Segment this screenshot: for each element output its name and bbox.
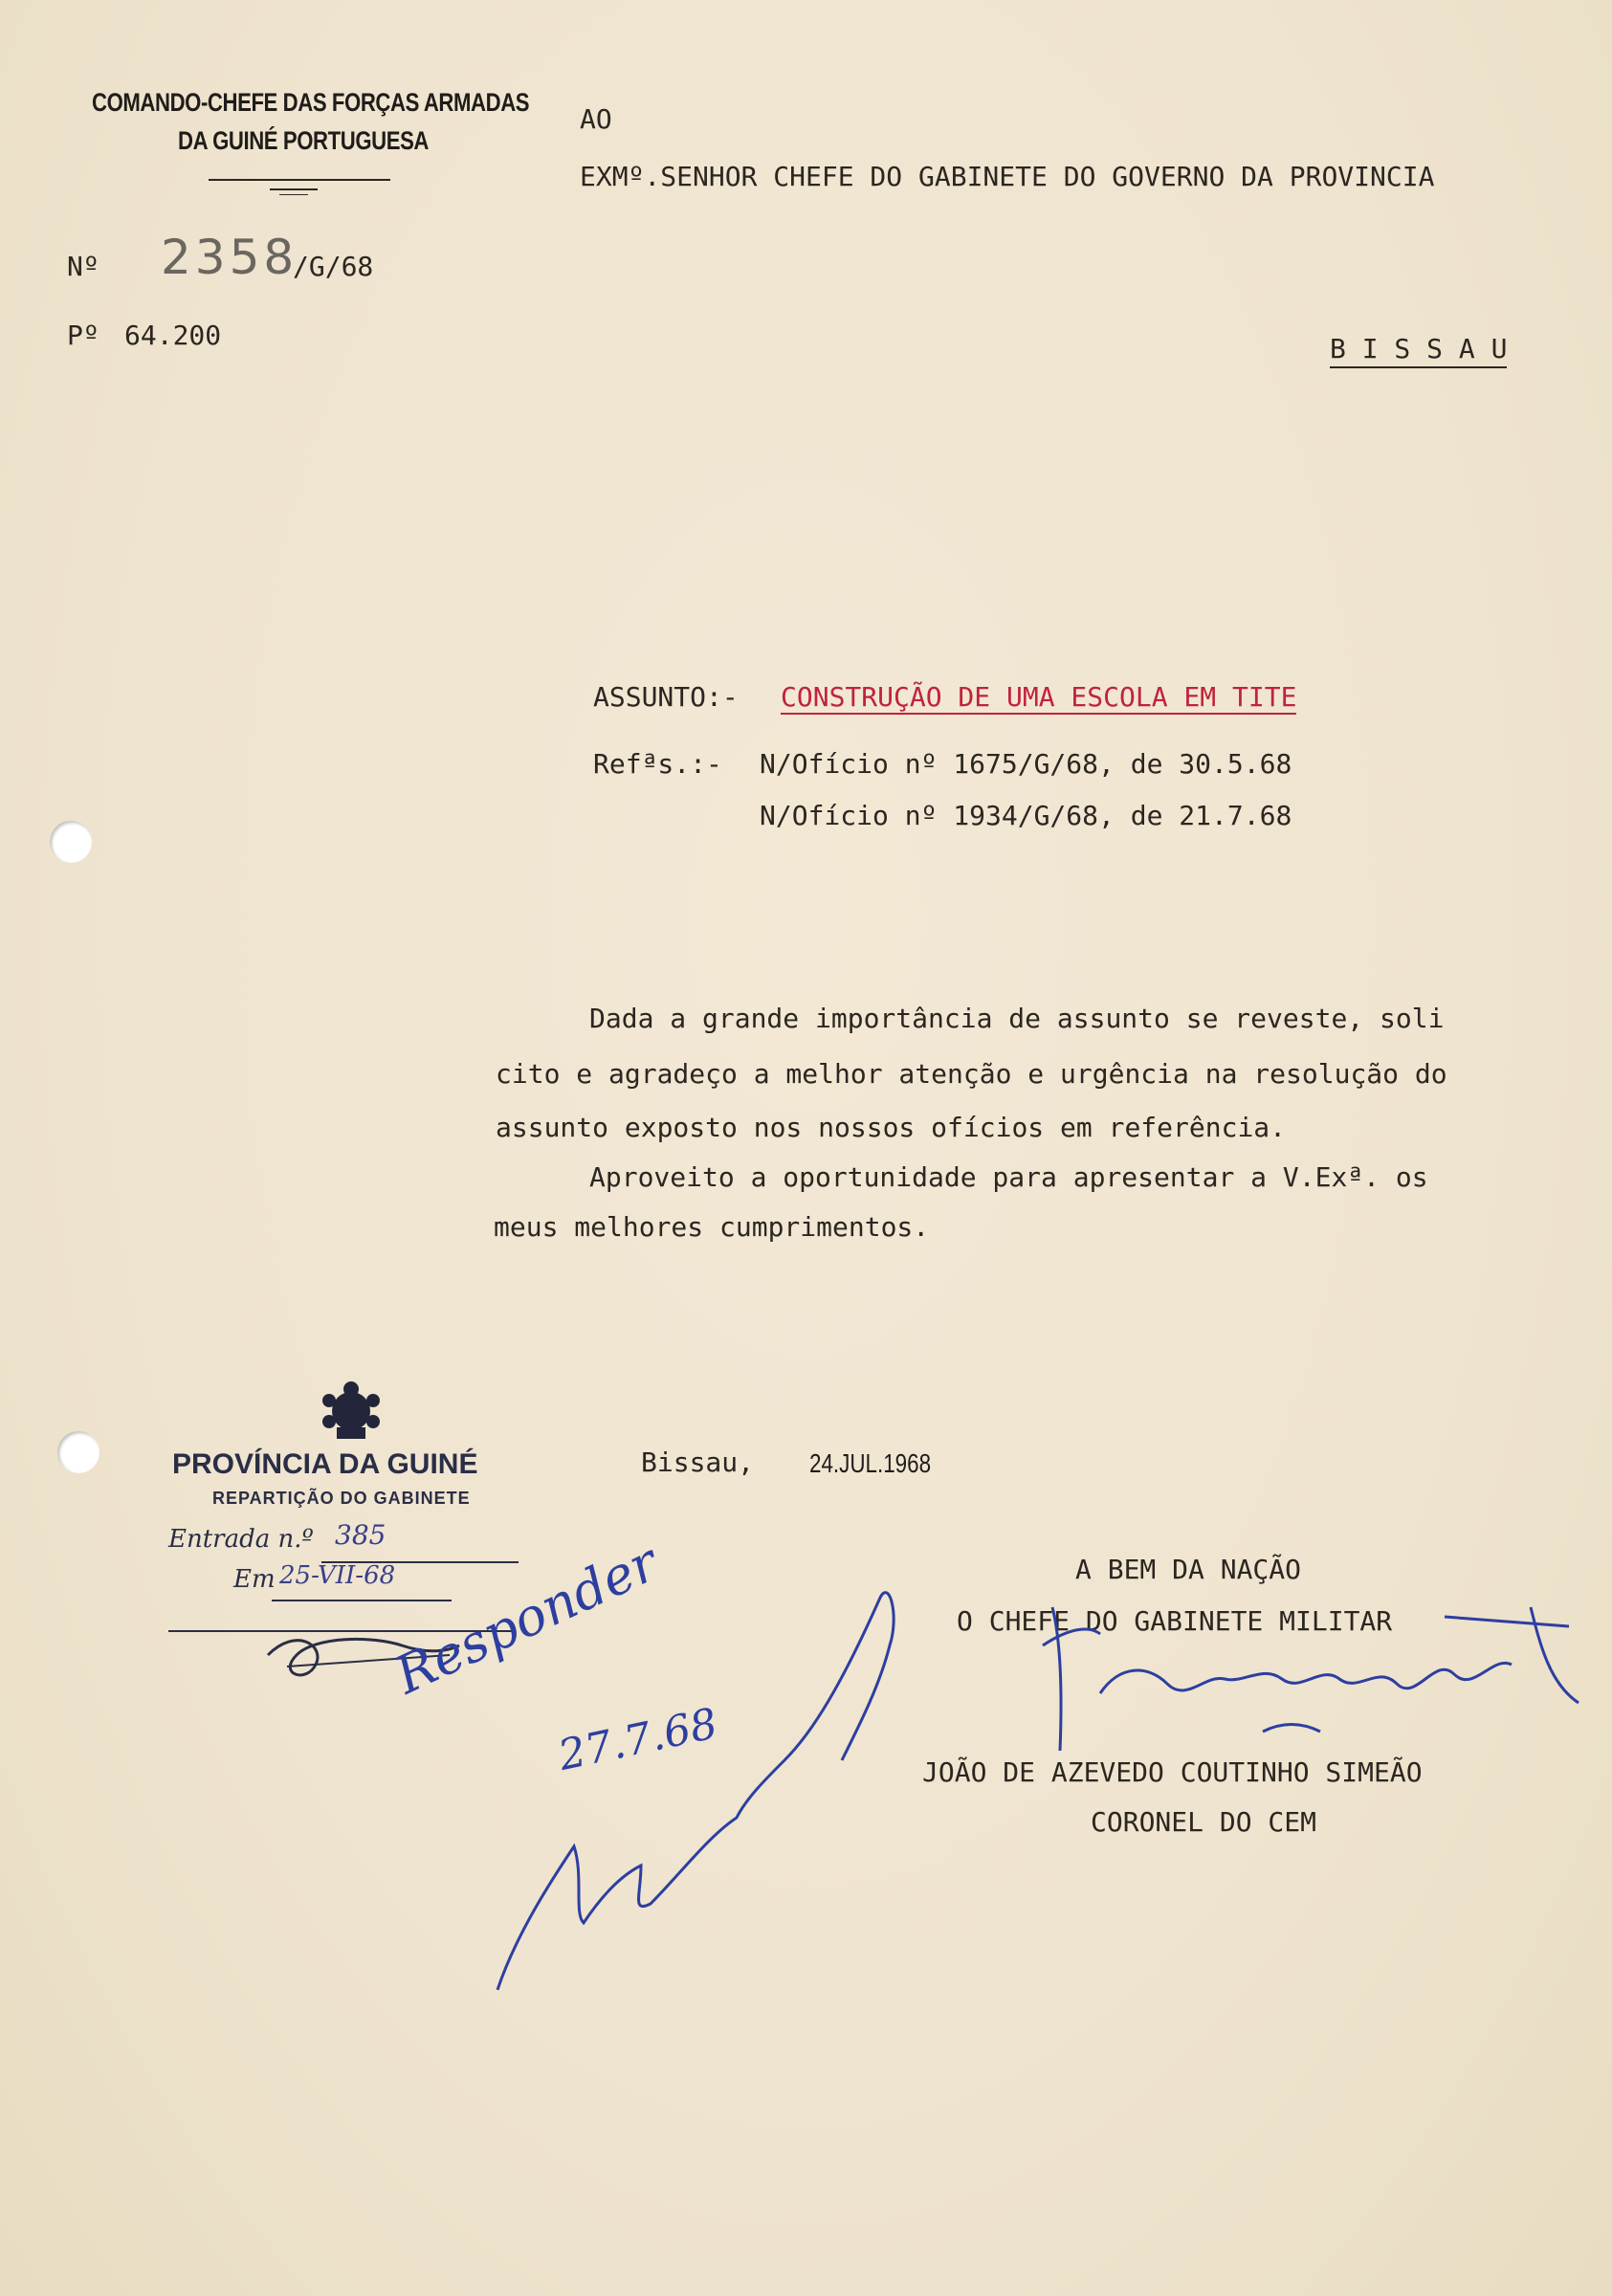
body-p1-line1: Dada a grande importância de assunto se reveste, soli <box>589 1003 1445 1034</box>
colonel-signature <box>1033 1588 1588 1760</box>
subject-label: ASSUNTO:- <box>593 681 739 713</box>
stamp-entry-value: 385 <box>335 1519 386 1551</box>
stamp-date-value: 25-VII-68 <box>279 1561 396 1590</box>
body-p2-line1: Aproveito a oportunidade para apresentar a V.Exª. os <box>589 1161 1428 1193</box>
punch-hole-upper <box>50 821 92 863</box>
annotation-date: 27.7.68 <box>554 1699 722 1780</box>
process-label: Pº <box>67 320 99 351</box>
process-value: 64.200 <box>124 320 222 351</box>
stamp-subtitle: REPARTIÇÃO DO GABINETE <box>212 1489 471 1508</box>
signature-name: JOÃO DE AZEVEDO COUTINHO SIMEÃO <box>922 1756 1423 1788</box>
annotation-word: Responder <box>386 1532 667 1706</box>
stamp-entry-label: Entrada n.º <box>168 1525 314 1554</box>
annotation-initials <box>478 1588 957 2009</box>
punch-hole-lower <box>57 1431 99 1473</box>
body-p2-line2: meus melhores cumprimentos. <box>494 1211 930 1243</box>
number-label: Nº <box>67 251 99 282</box>
number-suffix: /G/68 <box>293 251 374 282</box>
body-p1-line2: cito e agradeço a melhor atenção e urgência na resolução do <box>496 1058 1447 1090</box>
recipient-to: AO <box>580 103 612 135</box>
header-divider-short <box>270 188 318 190</box>
signature-rank: CORONEL DO CEM <box>1091 1806 1317 1838</box>
header-divider <box>209 179 390 181</box>
recipient-city: B I S S A U <box>1330 333 1507 368</box>
org-line-1: COMANDO-CHEFE DAS FORÇAS ARMADAS <box>92 88 530 117</box>
dateline-place: Bissau, <box>641 1446 755 1478</box>
signature-role: O CHEFE DO GABINETE MILITAR <box>957 1605 1393 1637</box>
stamp-date-label: Em <box>233 1565 276 1594</box>
coat-of-arms-emblem <box>308 1378 394 1445</box>
recipient-line: EXMº.SENHOR CHEFE DO GABINETE DO GOVERNO DA PROVINCIA <box>580 161 1435 192</box>
dateline-date: 24.JUL.1968 <box>809 1448 932 1478</box>
number-value: 2358 <box>161 230 298 285</box>
org-line-2: DA GUINÉ PORTUGUESA <box>178 126 430 155</box>
subject-text: CONSTRUÇÃO DE UMA ESCOLA EM TITE <box>781 681 1297 713</box>
stamp-title: PROVÍNCIA DA GUINÉ <box>172 1448 478 1480</box>
stamp-date-line <box>272 1600 452 1601</box>
ref-1: N/Ofício nº 1675/G/68, de 30.5.68 <box>760 748 1292 780</box>
header-divider-mini <box>279 194 308 195</box>
body-p1-line3: assunto exposto nos nossos ofícios em referência. <box>496 1112 1287 1143</box>
ref-2: N/Ofício nº 1934/G/68, de 21.7.68 <box>760 800 1292 831</box>
refs-label: Refªs.:- <box>593 748 722 780</box>
signature-motto: A BEM DA NAÇÃO <box>1075 1554 1302 1585</box>
